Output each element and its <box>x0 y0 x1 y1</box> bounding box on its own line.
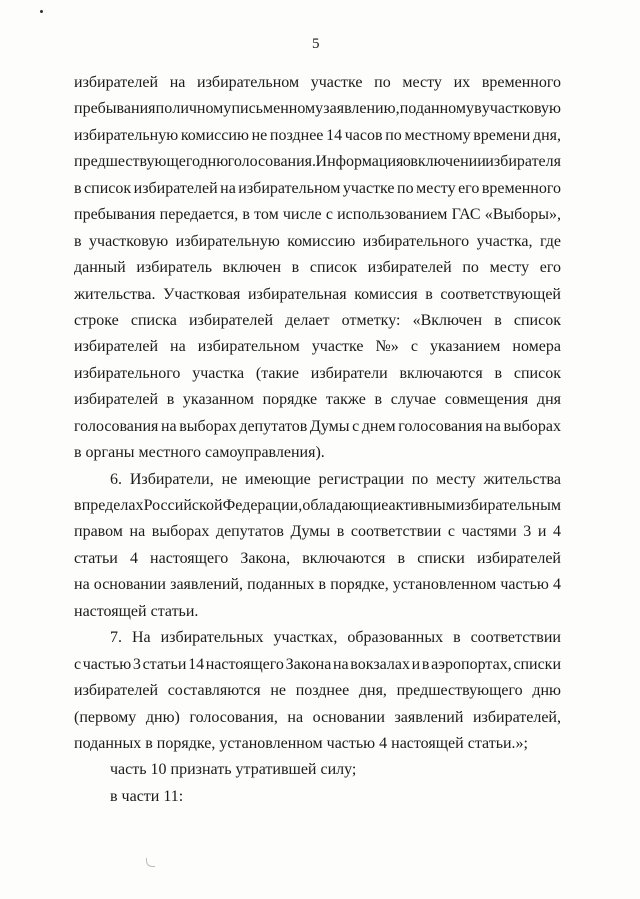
text-line <box>74 176 561 202</box>
text-line <box>74 678 561 704</box>
page-number: 5 <box>312 36 320 52</box>
text-line-content: статьи 4 настоящего Закона, включаются в списки избирателей <box>74 549 561 567</box>
text-line-content: в органы местного самоуправления). <box>74 444 325 462</box>
text-line <box>74 493 561 519</box>
text-line <box>74 467 561 493</box>
text-line-content: в части 11: <box>110 787 184 805</box>
text-line <box>74 784 561 810</box>
text-line <box>74 440 561 466</box>
text-line <box>74 757 561 783</box>
text-line <box>74 731 561 757</box>
text-line-content: пребывания передается, в том числе с использованием ГАС «Выборы», <box>74 206 561 224</box>
text-line-content: правом на выборах депутатов Думы в соответствии с частями 3 и 4 <box>74 523 561 541</box>
text-line-content: поданных в порядке, установленном частью 4 настоящей статьи.»; <box>74 734 528 752</box>
text-line <box>74 255 561 281</box>
text-line-content: с частью 3 статьи 14 настоящего Закона на вокзалах и в аэропортах, списки <box>74 655 562 673</box>
text-line <box>74 202 561 228</box>
text-line <box>74 572 561 598</box>
text-line-content: часть 10 признать утратившей силу; <box>110 761 357 779</box>
text-line <box>74 519 561 545</box>
text-line <box>74 334 561 360</box>
text-line <box>74 149 561 175</box>
text-line-content: избирательного участка (такие избиратели включаются в список <box>74 364 561 382</box>
scan-speck <box>40 10 43 13</box>
text-line-content: 6. Избиратели, не имеющие регистрации по месту жительства <box>110 470 561 488</box>
text-line <box>74 414 561 440</box>
text-line <box>74 282 561 308</box>
text-line-content: настоящей статьи. <box>74 602 199 620</box>
scan-mark <box>146 858 155 867</box>
text-line <box>74 652 561 678</box>
document-body <box>74 70 561 810</box>
text-line <box>74 96 561 122</box>
text-line-content: строке списка избирателей делает отметку: «Включен в список <box>74 311 561 329</box>
text-line-content: пребывания по личному письменному заявлению, поданному в участковую <box>74 100 561 118</box>
text-line-content: в список избирателей на избирательном участке по месту его временного <box>74 179 562 197</box>
text-line-content: избирателей составляются не позднее дня, предшествующего дню <box>74 682 561 700</box>
text-line-content: избирателей в указанном порядке также в случае совмещения дня <box>74 391 561 409</box>
text-line <box>74 123 561 149</box>
text-line <box>74 70 561 96</box>
text-line-content: жительства. Участковая избирательная комиссия в соответствующей <box>74 285 561 303</box>
text-line-content: в пределах Российской Федерации, обладающие активным избирательным <box>74 497 561 514</box>
text-line-content: (первому дню) голосования, на основании заявлений избирателей, <box>74 708 561 726</box>
text-line-content: 7. На избирательных участках, образованных в соответствии <box>110 629 561 647</box>
text-line <box>74 229 561 255</box>
text-line <box>74 625 561 651</box>
text-line-content: в участковую избирательную комиссию избирательного участка, где <box>74 232 561 250</box>
text-line <box>74 308 561 334</box>
text-line <box>74 387 561 413</box>
text-line-content: голосования на выборах депутатов Думы с днем голосования на выборах <box>74 417 562 435</box>
text-line-content: на основании заявлений, поданных в порядке, установленном частью 4 <box>74 576 561 594</box>
text-line <box>74 705 561 731</box>
text-line <box>74 361 561 387</box>
text-line-content: предшествующего дню голосования. Информация о включении избирателя <box>74 153 562 171</box>
text-line-content: избирателей на избирательном участке по месту их временного <box>74 74 561 91</box>
text-line-content: избирательную комиссию не позднее 14 часов по местному времени дня, <box>74 126 561 144</box>
text-line <box>74 546 561 572</box>
text-line-content: избирателей на избирательном участке №» с указанием номера <box>74 338 561 356</box>
text-line <box>74 599 561 625</box>
text-line-content: данный избиратель включен в список избирателей по месту его <box>74 259 561 277</box>
